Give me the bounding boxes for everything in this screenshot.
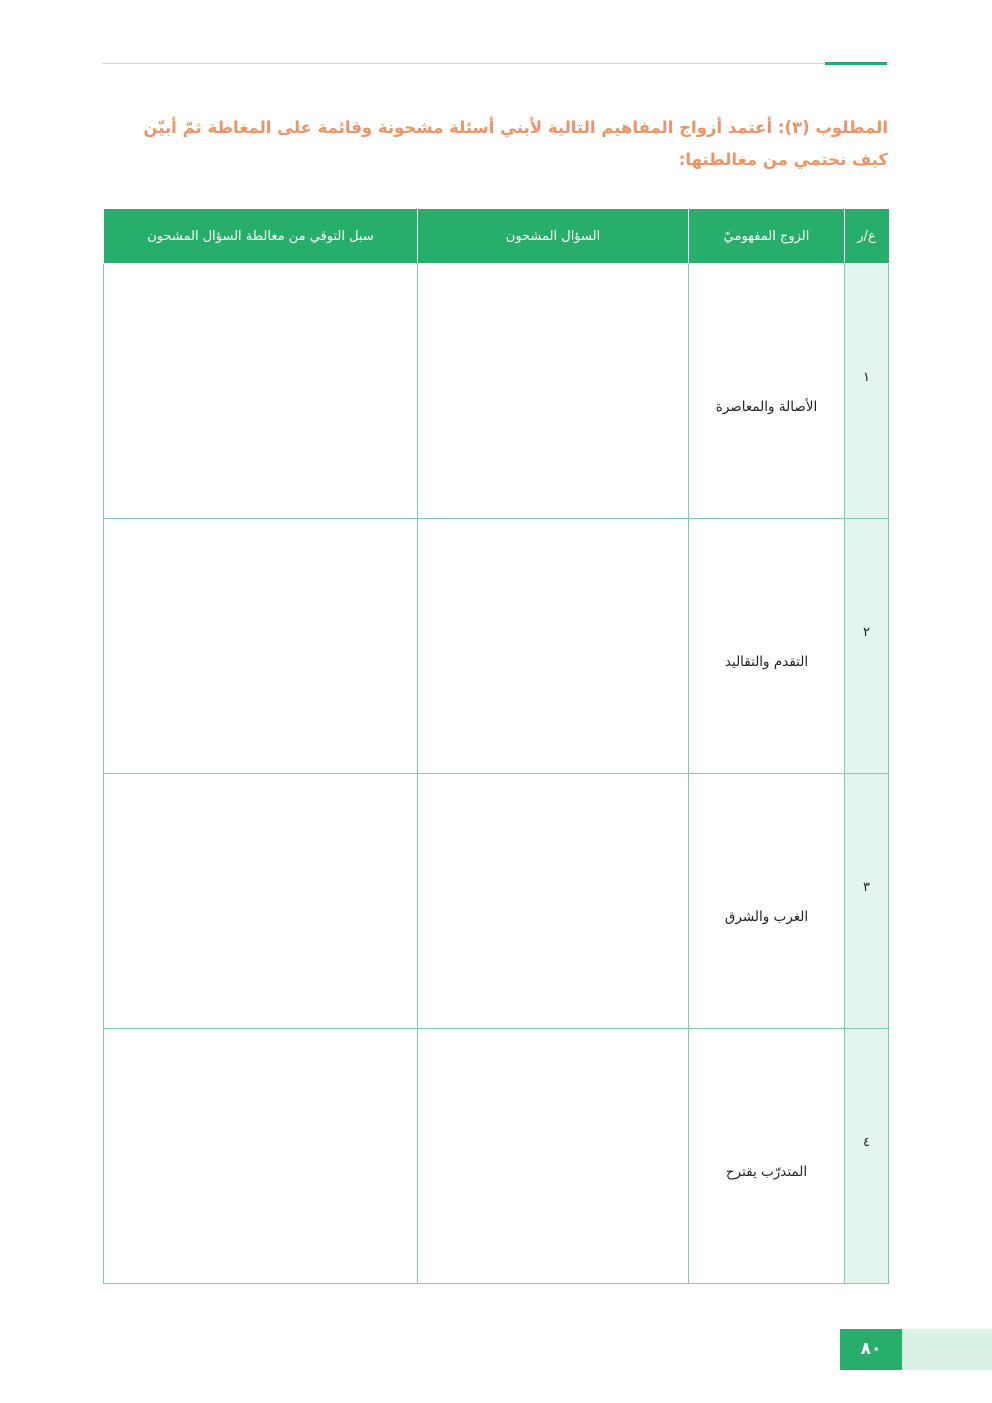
avoidance-answer-cell[interactable] xyxy=(104,264,418,519)
row-index: ١ xyxy=(863,369,870,385)
concepts-worksheet-table xyxy=(103,208,889,1284)
table-header-row xyxy=(104,209,889,264)
concept-pair-text: الغرب والشرق xyxy=(724,908,809,925)
concept-pair-cell xyxy=(689,264,845,519)
row-index-cell xyxy=(845,264,889,519)
loaded-question-answer-cell[interactable] xyxy=(418,1029,689,1284)
avoidance-answer-cell[interactable] xyxy=(104,774,418,1029)
table-row xyxy=(104,774,889,1029)
concept-pair-cell xyxy=(689,1029,845,1284)
row-index-cell xyxy=(845,774,889,1029)
avoidance-answer-cell[interactable] xyxy=(104,519,418,774)
concept-pair-text: التقدم والتقاليد xyxy=(724,653,809,670)
activity-instruction: المطلوب (٣): أعتمد أزواج المفاهيم التالية لأبني أسئلة مشحونة وقائمة على المغاطة ثمّ أبيّن كيف نحتمي من مغالطتها: xyxy=(143,118,888,169)
header-loaded-question: السؤال المشحون xyxy=(418,209,689,264)
row-index: ٢ xyxy=(863,624,870,640)
row-index-cell xyxy=(845,519,889,774)
row-index: ٤ xyxy=(863,1134,870,1150)
header-rule xyxy=(102,63,887,64)
header-avoidance-methods: سبل التوقي من مغالطة السؤال المشحون xyxy=(104,209,418,264)
table-row xyxy=(104,1029,889,1284)
header-concept-pair: الزوج المفهوميّ xyxy=(689,209,845,264)
concept-pair-text: الأصالة والمعاصرة xyxy=(715,398,818,415)
header-index: ع/ر xyxy=(845,209,889,264)
loaded-question-answer-cell[interactable] xyxy=(418,774,689,1029)
page-number: ٨٠ xyxy=(840,1329,902,1370)
row-index-cell xyxy=(845,1029,889,1284)
header-accent-bar xyxy=(825,62,887,65)
row-index: ٣ xyxy=(863,879,870,895)
footer-band xyxy=(902,1329,992,1370)
concept-pair-cell xyxy=(689,774,845,1029)
concept-pair-text: المتدرّب يقترح xyxy=(725,1163,808,1180)
concept-pair-cell xyxy=(689,519,845,774)
loaded-question-answer-cell[interactable] xyxy=(418,264,689,519)
loaded-question-answer-cell[interactable] xyxy=(418,519,689,774)
avoidance-answer-cell[interactable] xyxy=(104,1029,418,1284)
table-row xyxy=(104,519,889,774)
table-row xyxy=(104,264,889,519)
